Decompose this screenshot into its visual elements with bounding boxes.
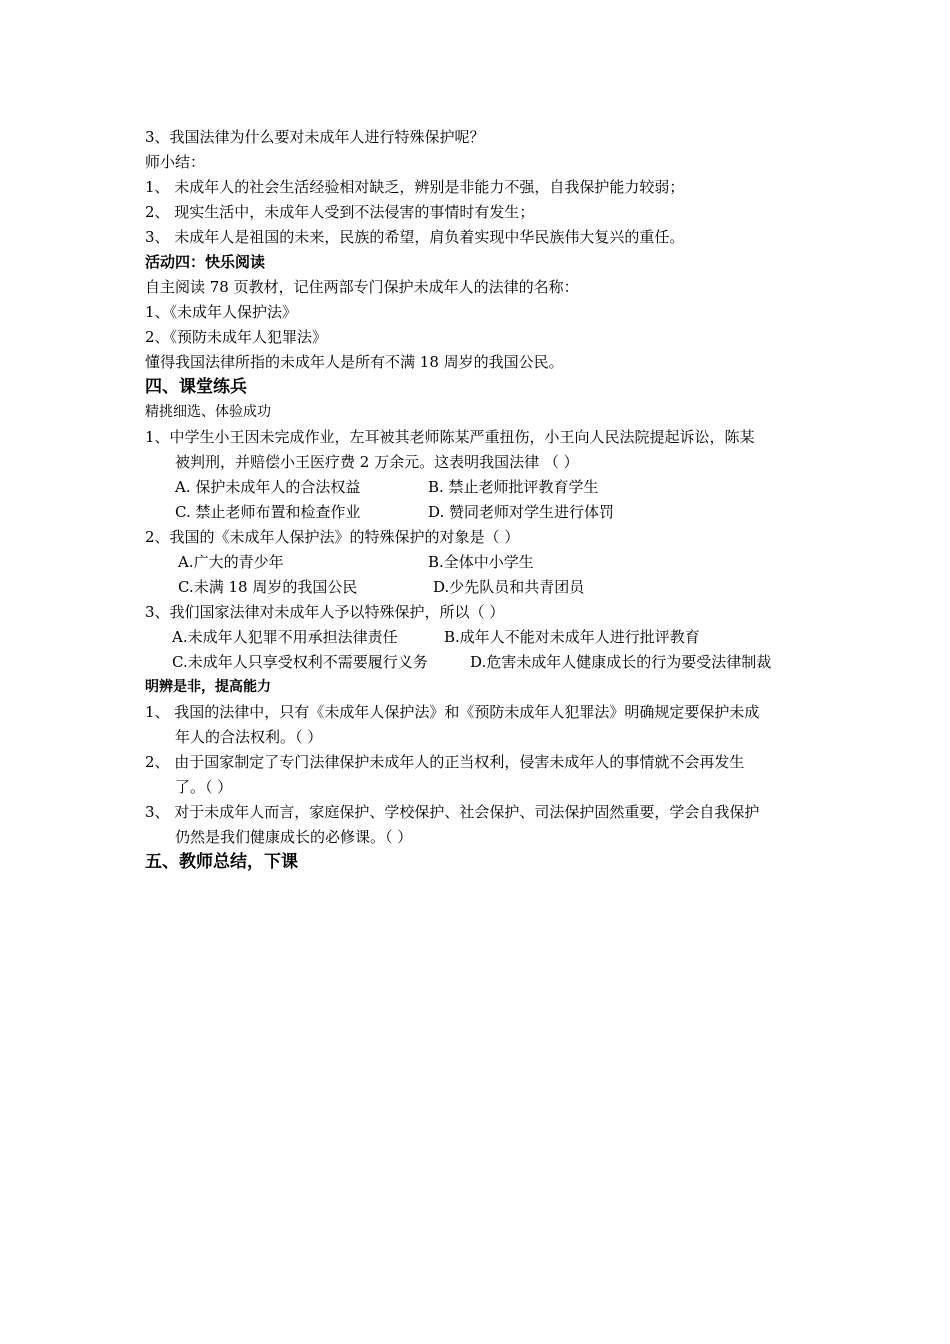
mc3-option-c: C.未成年人只享受权利不需要履行义务	[172, 653, 428, 671]
mc1-option-a: A. 保护未成年人的合法权益	[175, 478, 361, 496]
summary-item-3: 3、 未成年人是祖国的未来，民族的希望，肩负着实现中华民族伟大复兴的重任。	[145, 228, 685, 246]
tf3-line2: 仍然是我们健康成长的必修课。（ ）	[175, 828, 413, 846]
minor-definition: 懂得我国法律所指的未成年人是所有不满 18 周岁的我国公民。	[145, 353, 564, 371]
activity4-intro: 自主阅读 78 页教材，记住两部专门保护未成年人的法律的名称：	[145, 278, 579, 296]
tf2-line1: 2、 由于国家制定了专门法律保护未成年人的正当权利，侵害未成年人的事情就不会再发生	[145, 753, 745, 771]
tf3-line1: 3、 对于未成年人而言，家庭保护、学校保护、社会保护、司法保护固然重要，学会自我保护	[145, 803, 760, 821]
mc1-stem-line2: 被判刑，并赔偿小王医疗费 2 万余元。这表明我国法律 （ ）	[175, 453, 579, 471]
section4-title: 四、课堂练兵	[145, 377, 247, 397]
mc1-option-c: C. 禁止老师布置和检查作业	[175, 503, 361, 521]
mc1-option-d: D. 赞同老师对学生进行体罚	[428, 503, 615, 521]
mc3-option-d: D.危害未成年人健康成长的行为要受法律制裁	[470, 653, 772, 671]
mc1-option-b: B. 禁止老师批评教育学生	[428, 478, 599, 496]
mc2-option-b: B.全体中小学生	[428, 553, 534, 571]
subsection-choice-title: 精挑细选、体验成功	[145, 404, 271, 420]
activity4-title: 活动四：快乐阅读	[145, 253, 266, 271]
law-item-2: 2、《预防未成年人犯罪法》	[145, 328, 328, 346]
tf1-line1: 1、 我国的法律中，只有《未成年人保护法》和《预防未成年人犯罪法》明确规定要保护未成	[145, 703, 760, 721]
mc2-option-a: A.广大的青少年	[178, 553, 284, 571]
question-why-special-protection: 3、我国法律为什么要对未成年人进行特殊保护呢？	[145, 128, 485, 146]
mc2-option-d: D.少先队员和共青团员	[433, 578, 585, 596]
mc3-option-a: A.未成年人犯罪不用承担法律责任	[172, 628, 398, 646]
mc1-stem-line1: 1、中学生小王因未完成作业，左耳被其老师陈某严重扭伤，小王向人民法院提起诉讼，陈某	[145, 428, 755, 446]
tf2-line2: 了。（ ）	[175, 778, 233, 796]
summary-item-2: 2、 现实生活中，未成年人受到不法侵害的事情时有发生；	[145, 203, 535, 221]
section5-title: 五、教师总结，下课	[145, 852, 298, 872]
subsection-judgement-title: 明辨是非，提高能力	[145, 679, 271, 695]
tf1-line2: 年人的合法权利。（ ）	[175, 728, 323, 746]
mc3-option-b: B.成年人不能对未成年人进行批评教育	[444, 628, 700, 646]
mc2-option-c: C.未满 18 周岁的我国公民	[178, 578, 358, 596]
summary-item-1: 1、 未成年人的社会生活经验相对缺乏，辨别是非能力不强，自我保护能力较弱；	[145, 178, 685, 196]
teacher-summary-label: 师小结：	[145, 153, 206, 171]
law-item-1: 1、《未成年人保护法》	[145, 303, 298, 321]
mc2-stem: 2、我国的《未成年人保护法》的特殊保护的对象是（ ）	[145, 528, 520, 546]
mc3-stem: 3、我们国家法律对未成年人予以特殊保护，所以（ ）	[145, 603, 505, 621]
